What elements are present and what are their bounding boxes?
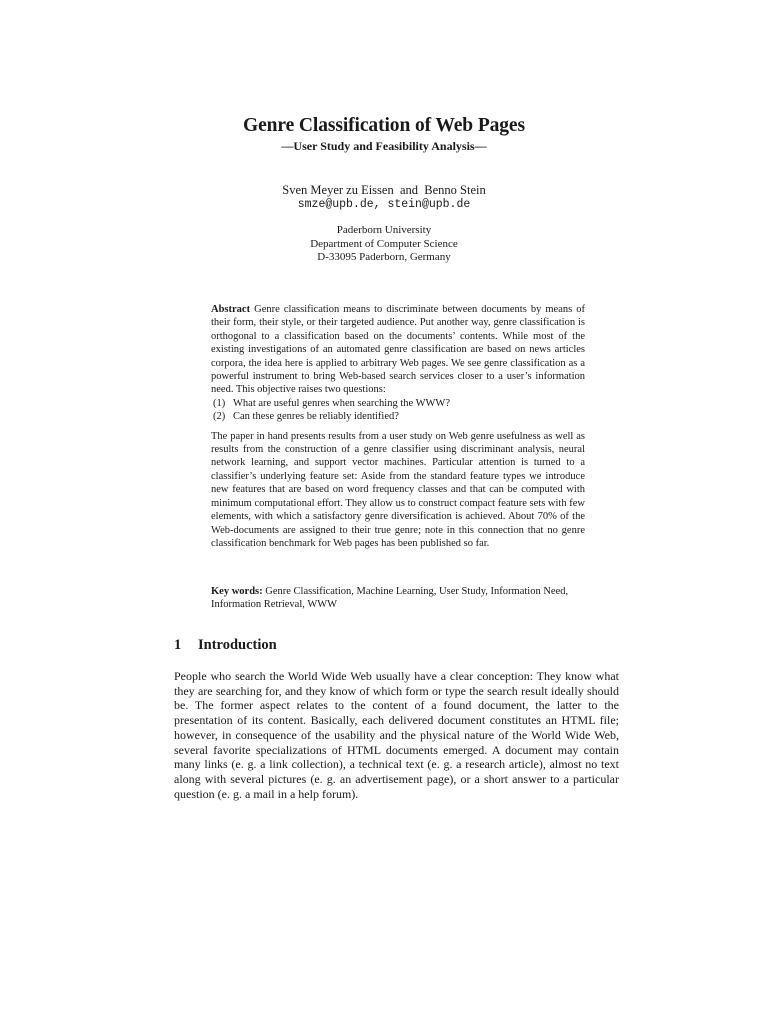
affiliation-address: D-33095 Paderborn, Germany [317, 251, 451, 263]
section-title: Introduction [198, 637, 277, 653]
keywords [211, 585, 585, 612]
abstract-para-2: The paper in hand presents results from a user study on Web genre usefulness as well as results from the construction of a genre classifier using discriminant analysis, neural network learning, and support vector machines. Particular attention is turned to a classifier’s underlying feature set: Aside from the standard feature types we introduce new features that are based on word frequency classes and that can be computed with minimum computational effort. They allow us to construct compact feature sets with few elements, with which a satisfactory genre diversification is achieved. About 70% of the Web-documents are assigned to their true genre; note in this connection that no genre classification benchmark for Web pages has been published so far. [211, 430, 585, 549]
paper-subtitle: —User Study and Feasibility Analysis— [281, 139, 487, 153]
question-2-number: (2) [213, 411, 226, 423]
section-heading-introduction [174, 637, 277, 654]
author-names [0, 183, 768, 198]
question-2-text: Can these genres be reliably identified? [233, 411, 399, 423]
affiliation-university: Paderborn University [336, 224, 432, 236]
introduction-paragraph: People who search the World Wide Web usually have a clear conception: They know what they are searching for, and they know of which form or type the search result ideally should be. The former aspect relates to the content of a found document, the latter to the presentation of its content. Basically, each delivered document constitutes an HTML file; however, in consequence of the usability and the physical nature of the World Wide Web, several favorite specializations of HTML documents emerged. A document may contain many links (e. g. a link collection), a technical text (e. g. a research article), almost no text along with several pictures (e. g. an advertisement page), or a short answer to a particular question (e. g. a mail in a help forum). [174, 669, 619, 801]
abstract-para-1-text: Genre classification means to discriminate between documents by means of their form, their style, or their targeted audience. Put another way, genre classification is orthogonal to a classification based on the documents’ contents. While most of the existing investigations of an automated genre classification are based on news articles corpora, the idea here is applied to arbitrary Web pages. We see genre classification as a powerful instrument to bring Web-based search services closer to a user’s information need. This objective raises two questions: [211, 304, 586, 396]
section-number: 1 [174, 637, 182, 653]
paper-title: Genre Classification of Web Pages [243, 115, 525, 136]
abstract-question-1 [211, 397, 585, 410]
affiliation [0, 224, 768, 265]
introduction-body [174, 669, 619, 801]
abstract [211, 303, 585, 550]
keywords-label: Key words: [211, 586, 263, 597]
abstract-label: Abstract [211, 304, 251, 315]
question-1-number: (1) [213, 397, 226, 409]
abstract-question-2 [211, 410, 585, 423]
author-names-text: Sven Meyer zu Eissen and Benno Stein [282, 183, 486, 197]
abstract-para-1 [211, 303, 585, 397]
affiliation-department: Department of Computer Science [310, 237, 458, 250]
author-emails: smze@upb.de, stein@upb.de [297, 198, 471, 211]
keywords-text: Genre Classification, Machine Learning, User Study, Information Need, Information Retrieval, WWW [211, 586, 569, 611]
question-1-text: What are useful genres when searching the WWW? [233, 397, 450, 409]
